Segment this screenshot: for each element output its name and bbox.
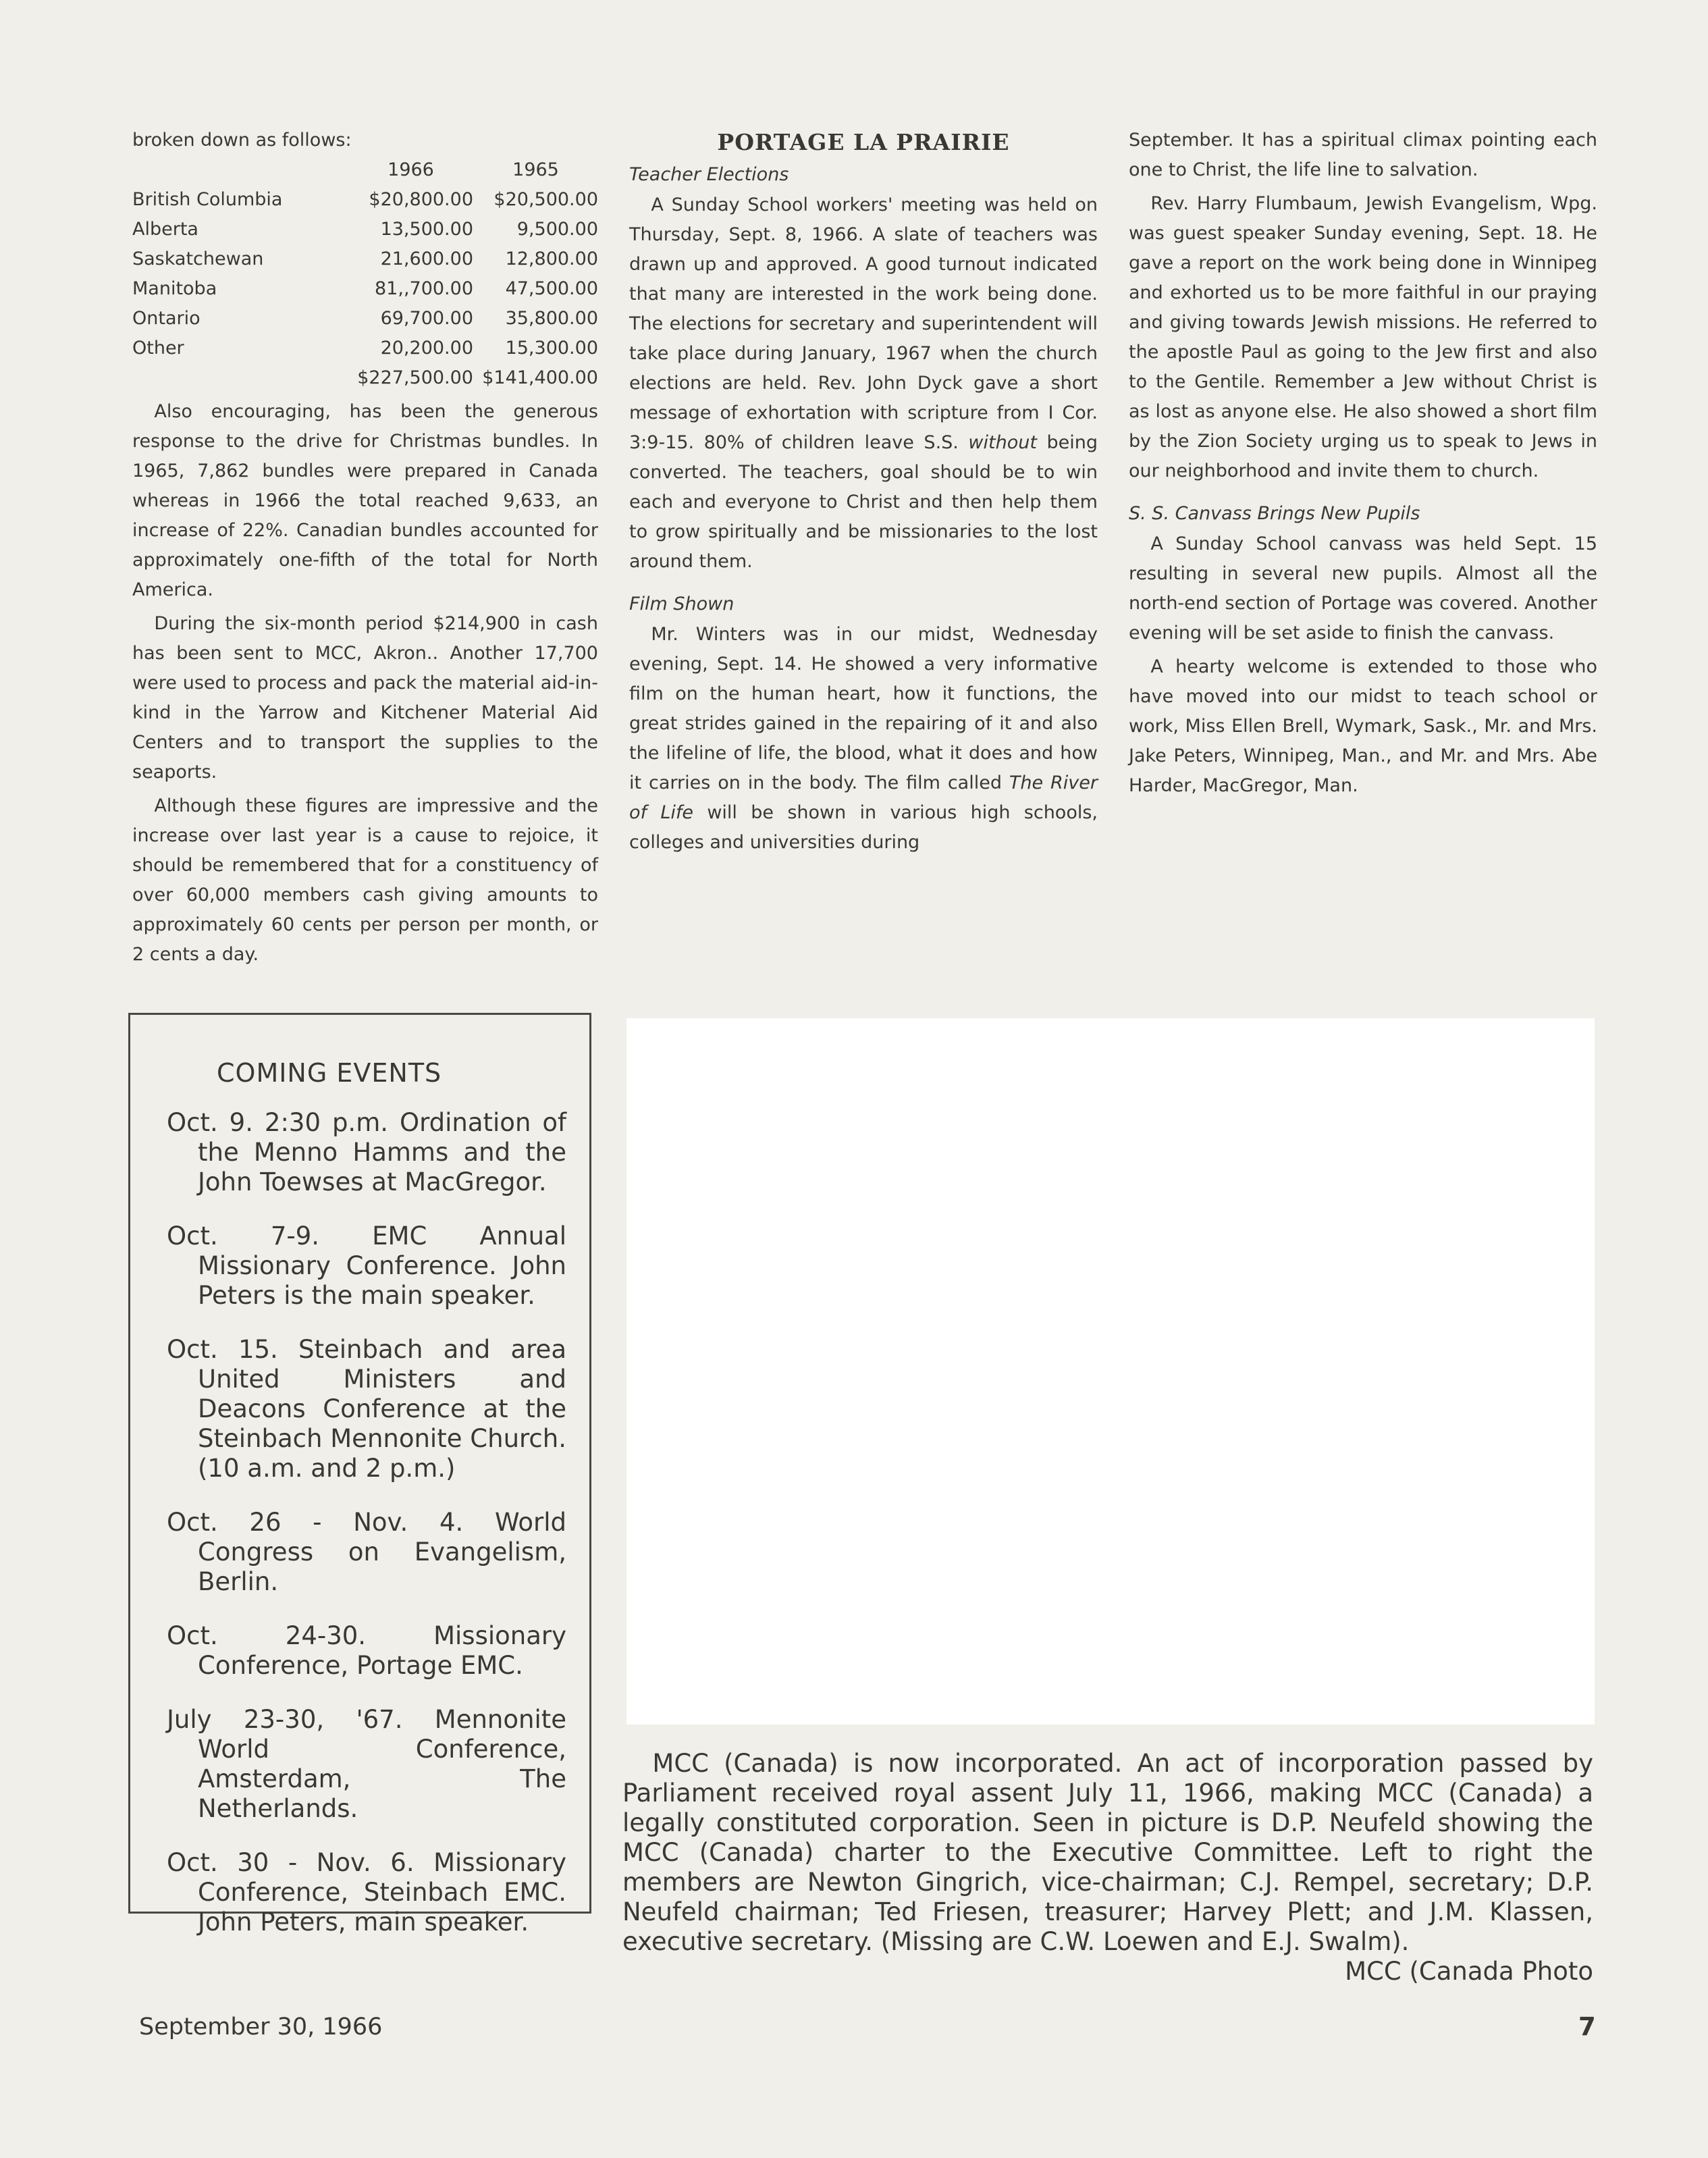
table-cell: 9,500.00 [516,219,598,240]
table-cell: $20,500.00 [493,189,598,210]
list-item: Oct. 15. Steinbach and area United Ministers and Deacons Conference at the Steinbach Mennonite Church. (10 a.m. and 2 p.m.) [167,1335,566,1483]
table-cell: British Columbia [132,189,283,210]
paragraph [629,620,1098,858]
paragraph: A Sunday School canvass was held Sept. 15 resulting in several new pupils. Almost all the north-end section of Portage was covered. Another evening will be set aside to finish the canvass. [1129,533,1597,643]
list-item: Oct. 9. 2:30 p.m. Ordination of the Menno Hamms and the John Toewses at MacGregor. [167,1108,566,1196]
table-cell: 12,800.00 [505,248,598,269]
events-list [167,1108,566,1937]
paragraph-text: A Sunday School workers' meeting was held on Thursday, Sept. 8, 1966. A slate of teachers was drawn up and approved. A good turnout indicated that many are interested in the work being done. The elections for secretary and superintendent will take place during January, 1967 when the church elections are held. Rev. John Dyck gave a short message of exhortation with scripture from I Cor. 3:9-15. 80% of children leave S.S. [629,194,1098,453]
table-row [132,274,598,304]
paragraph: A hearty welcome is extended to those who have moved into our midst to teach school or work, Miss Ellen Brell, Wymark, Sask., Mr. and Mrs. Jake Peters, Winnipeg, Man., and Mr. and Mrs. Abe Harder, MacGregor, Man. [1129,656,1597,796]
list-item: July 23-30, '67. Mennonite World Conference, Amsterdam, The Netherlands. [167,1705,566,1823]
table-row [132,215,598,244]
table-cell: 13,500.00 [380,219,473,240]
paragraph-text: Mr. Winters was in our midst, Wednesday evening, Sept. 14. He showed a very informative film on the human heart, how it functions, the great strides gained in the repairing of it and also the lifeline of life, the blood, what it does and how it carries on in the body. The film called [629,624,1098,793]
table-cell: 21,600.00 [380,248,473,269]
table-header-cell [132,155,348,185]
table-cell: 47,500.00 [505,278,598,299]
photo-credit: MCC (Canada Photo [1345,1957,1593,1986]
footer-date: September 30, 1966 [139,2014,383,2041]
table-header-cell: 1966 [388,159,434,180]
paragraph: During the six-month period $214,900 in cash has been sent to MCC, Akron.. Another 17,700 were used to process and pack the material aid-in-kind in the Yarrow and Kitchener Material Aid Centers and to transport the supplies to the seaports. [132,613,598,783]
contributions-table [132,155,598,393]
table-cell: Alberta [132,219,198,240]
table-total-cell: $227,500.00 [357,367,473,388]
list-item: Oct. 30 - Nov. 6. Missionary Conference, Steinbach EMC. John Peters, main speaker. [167,1848,566,1937]
table-row [132,185,598,215]
table-cell: $20,800.00 [369,189,473,210]
table-row [132,334,598,363]
table-cell: Other [132,338,184,359]
table-cell: 15,300.00 [505,338,598,359]
events-title: COMING EVENTS [217,1058,442,1088]
photo-area [626,1018,1595,1725]
coming-events-box [128,1013,591,1937]
paragraph: Although these figures are impressive and the increase over last year is a cause to rejoice, it should be remembered that for a constituency of over 60,000 members cash giving amounts to approximately 60 cents per person per month, or 2 cents a day. [132,795,598,965]
column-3 [1129,126,1597,801]
emphasis-text: without [968,432,1037,453]
table-cell: 35,800.00 [505,308,598,329]
film-title: The River of Life [629,772,1098,823]
table-total-cell: $141,400.00 [482,367,598,388]
table-cell: 81,,700.00 [375,278,473,299]
table-row [132,244,598,274]
table-cell: Ontario [132,308,201,329]
table-cell: Manitoba [132,278,217,299]
table-header-row [132,155,598,185]
column-1 [132,126,598,970]
paragraph-text: will be shown in various high schools, colleges and universities during [629,802,1098,853]
article-heading: PORTAGE LA PRAIRIE [717,129,1010,155]
page-number: 7 [1578,2012,1596,2041]
intro-line: broken down as follows: [132,130,352,151]
paragraph: Also encouraging, has been the generous response to the drive for Christmas bundles. In 1965, 7,862 bundles were prepared in Canada whereas in 1966 the total reached 9,633, an increase of 22%. Canadian bundles accounted for approximately one-fifth of the total for North America. [132,401,598,600]
table-cell [132,363,348,393]
list-item: Oct. 7-9. EMC Annual Missionary Conference. John Peters is the main speaker. [167,1221,566,1310]
photo-caption [622,1749,1593,1986]
table-cell: 20,200.00 [380,338,473,359]
paragraph-text: being converted. The teachers, goal should be to win each and everyone to Christ and then help them to grow spiritually and be missionaries to the lost around them. [629,432,1098,572]
table-row [132,304,598,334]
paragraph [629,190,1098,577]
subheading: Film Shown [629,594,735,614]
subheading: Teacher Elections [629,164,789,185]
table-cell: Saskatchewan [132,248,264,269]
table-header-cell: 1965 [512,159,559,180]
table-cell: 69,700.00 [380,308,473,329]
list-item: Oct. 26 - Nov. 4. World Congress on Evangelism, Berlin. [167,1508,566,1596]
column-2 [629,126,1098,858]
caption-text: MCC (Canada) is now incorporated. An act of incorporation passed by Parliament received royal assent July 11, 1966, making MCC (Canada) a legally constituted corporation. Seen in picture is D.P. Neufeld showing the MCC (Canada) charter to the Executive Committee. Left to right the members are Newton Gingrich, vice-chairman; C.J. Rempel, secretary; D.P. Neufeld chairman; Ted Friesen, treasurer; Harvey Plett; and J.M. Klassen, executive secretary. (Missing are C.W. Loewen and E.J. Swalm). [622,1749,1593,1956]
subheading: S. S. Canvass Brings New Pupils [1129,503,1420,524]
list-item: Oct. 24-30. Missionary Conference, Portage EMC. [167,1621,566,1680]
continuation-text: September. It has a spiritual climax pointing each one to Christ, the life line to salvation. [1129,130,1597,180]
table-total-row [132,363,598,393]
paragraph: Rev. Harry Flumbaum, Jewish Evangelism, Wpg. was guest speaker Sunday evening, Sept. 18. He gave a report on the work being done in Winnipeg and exhorted us to be more faithful in our praying and giving towards Jewish missions. He referred to the apostle Paul as going to the Jew first and also to the Gentile. Remember a Jew without Christ is as lost as anyone else. He also showed a short film by the Zion Society urging us to speak to Jews in our neighborhood and invite them to church. [1129,193,1597,481]
